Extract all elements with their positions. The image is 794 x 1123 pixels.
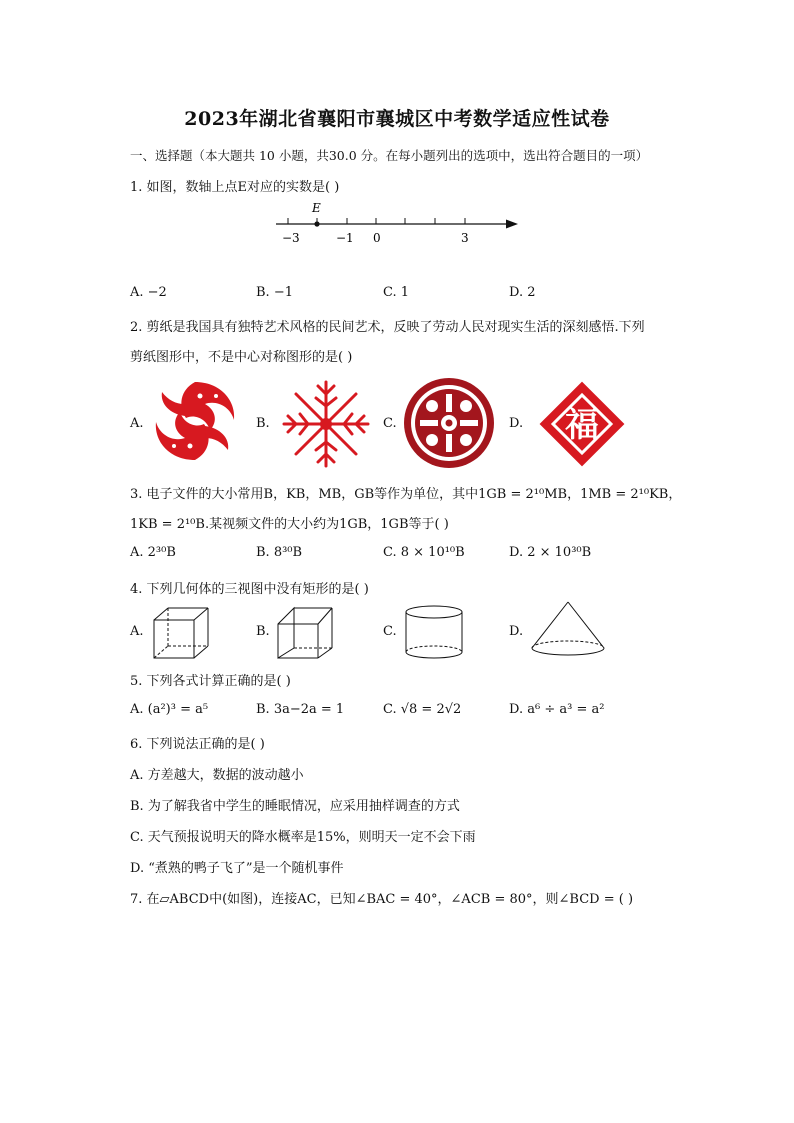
q5-option-d[interactable]: D. a⁶ ÷ a³ = a²	[509, 702, 605, 717]
q4-option-d[interactable]: D.	[509, 624, 524, 639]
number-line-figure	[270, 198, 525, 248]
q6-option-a[interactable]: A. 方差越大，数据的波动越小	[130, 768, 304, 783]
q5-option-a[interactable]: A. (a²)³ = a⁵	[130, 702, 209, 717]
question-2-line-2: 剪纸图形中，不是中心对称图形的是( )	[130, 350, 353, 365]
q2-option-c[interactable]: C.	[383, 416, 397, 431]
cylinder-icon	[402, 602, 466, 662]
q5-option-c[interactable]: C. √8 = 2√2	[383, 702, 462, 717]
question-2-line-1: 2. 剪纸是我国具有独特艺术风格的民间艺术，反映了劳动人民对现实生活的深刻感悟.下列	[130, 320, 645, 335]
papercut-fish-icon	[150, 376, 240, 466]
q6-option-d[interactable]: D. “煮熟的鸭子飞了”是一个随机事件	[130, 861, 344, 876]
question-6: 6. 下列说法正确的是( )	[130, 737, 265, 752]
q1-option-c[interactable]: C. 1	[383, 285, 410, 300]
tick-label: −1	[336, 231, 354, 245]
number-line-arrow	[506, 220, 518, 229]
q4-option-b[interactable]: B.	[256, 624, 270, 639]
fu-character: 福	[565, 405, 599, 445]
q2-option-a[interactable]: A.	[130, 416, 144, 431]
triangular-prism-icon	[274, 604, 336, 662]
q5-option-b[interactable]: B. 3a−2a = 1	[256, 702, 345, 717]
q1-option-d[interactable]: D. 2	[509, 285, 536, 300]
q1-option-b[interactable]: B. −1	[256, 285, 293, 300]
section-heading: 一、选择题（本大题共 10 小题，共30.0 分。在每小题列出的选项中，选出符合题目的一项）	[130, 148, 649, 163]
q3-option-b[interactable]: B. 8³⁰B	[256, 545, 303, 560]
tick-label: 3	[461, 231, 469, 245]
papercut-snowflake-icon	[276, 376, 376, 472]
question-3-line-2: 1KB = 2¹⁰B.某视频文件的大小约为1GB，1GB等于( )	[130, 517, 449, 532]
question-4: 4. 下列几何体的三视图中没有矩形的是( )	[130, 582, 369, 597]
q3-option-c[interactable]: C. 8 × 10¹⁰B	[383, 545, 465, 560]
q1-option-a[interactable]: A. −2	[130, 285, 167, 300]
tick-label: 0	[373, 231, 381, 245]
point-e-label: E	[312, 201, 321, 215]
q3-option-a[interactable]: A. 2³⁰B	[130, 545, 176, 560]
q2-option-d[interactable]: D.	[509, 416, 524, 431]
q2-option-b[interactable]: B.	[256, 416, 270, 431]
exam-title: 2023年湖北省襄阳市襄城区中考数学适应性试卷	[184, 108, 610, 130]
q3-option-d[interactable]: D. 2 × 10³⁰B	[509, 545, 592, 560]
papercut-fu-diamond-icon	[530, 372, 634, 476]
question-5: 5. 下列各式计算正确的是( )	[130, 674, 291, 689]
cone-icon	[528, 598, 608, 660]
point-e-dot	[314, 221, 319, 226]
cube-icon	[150, 604, 212, 662]
tick-label: −3	[282, 231, 300, 245]
q6-option-b[interactable]: B. 为了解我省中学生的睡眠情况，应采用抽样调查的方式	[130, 799, 460, 814]
q6-option-c[interactable]: C. 天气预报说明天的降水概率是15%，则明天一定不会下雨	[130, 830, 476, 845]
question-7: 7. 在▱ABCD中(如图)，连接AC，已知∠BAC = 40°，∠ACB = 80°，则∠BCD = ( )	[130, 892, 634, 907]
question-1: 1. 如图，数轴上点E对应的实数是( )	[130, 180, 340, 195]
q4-option-a[interactable]: A.	[130, 624, 144, 639]
q4-option-c[interactable]: C.	[383, 624, 397, 639]
papercut-round-medallion-icon	[402, 376, 496, 470]
question-3-line-1: 3. 电子文件的大小常用B，KB，MB，GB等作为单位，其中1GB = 2¹⁰MB，1MB = 2¹⁰KB，	[130, 487, 682, 502]
